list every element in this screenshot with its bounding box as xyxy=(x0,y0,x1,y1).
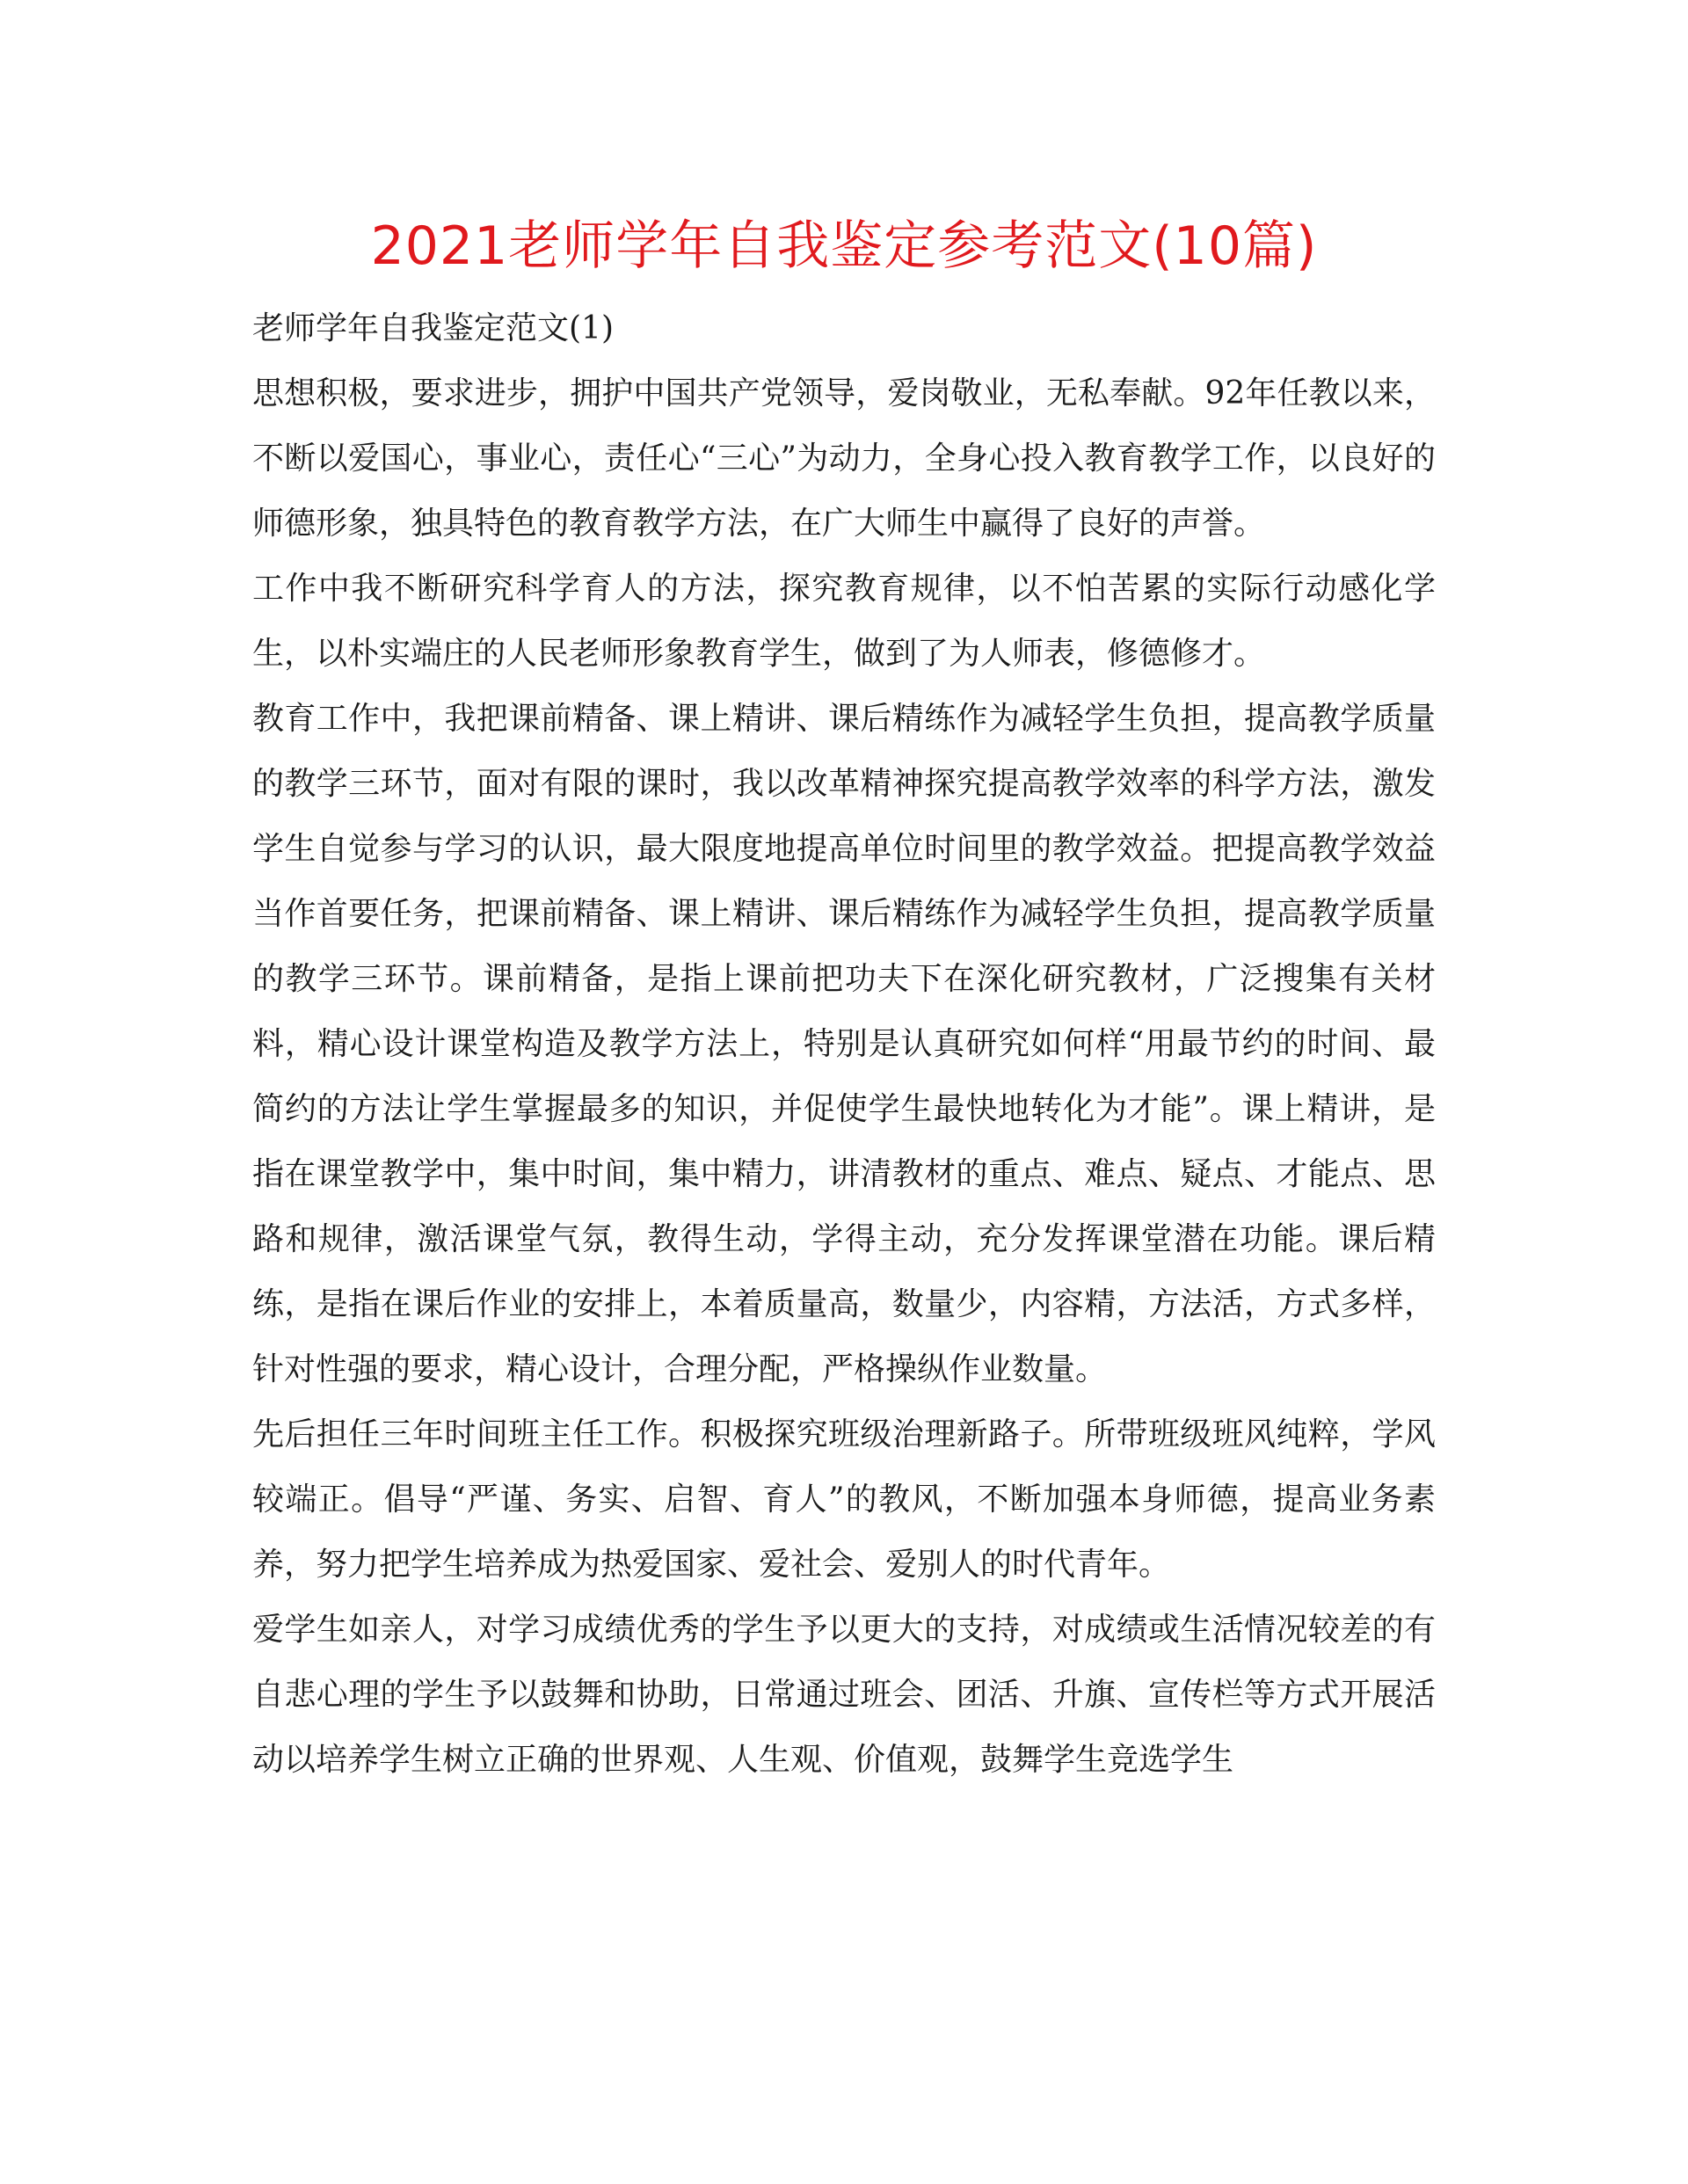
paragraph: 爱学生如亲人，对学习成绩优秀的学生予以更大的支持，对成绩或生活情况较差的有自悲心理的学生予以鼓舞和协助，日常通过班会、团活、升旗、宣传栏等方式开展活动以培养学生树立正确的世界观、人生观、价值观，鼓舞学生竞选学生 xyxy=(252,1612,1436,1778)
section-heading: 老师学年自我鉴定范文(1) xyxy=(252,310,614,346)
paragraph: 先后担任三年时间班主任工作。积极探究班级治理新路子。所带班级班风纯粹，学风较端正。倡导“严谨、务实、启智、育人”的教风，不断加强本身师德，提高业务素养，努力把学生培养成为热爱国家、爱社会、爱别人的时代青年。 xyxy=(252,1416,1436,1583)
paragraph: 工作中我不断研究科学育人的方法，探究教育规律，以不怕苦累的实际行动感化学生，以朴实端庄的人民老师形象教育学生，做到了为人师表，修德修才。 xyxy=(252,571,1436,672)
paragraph: 思想积极，要求进步，拥护中国共产党领导，爱岗敬业，无私奉献。92年任教以来，不断以爱国心，事业心，责任心“三心”为动力，全身心投入教育教学工作，以良好的师德形象，独具特色的教育教学方法，在广大师生中赢得了良好的声誉。 xyxy=(252,375,1436,542)
document-title: 2021老师学年自我鉴定参考范文(10篇) xyxy=(370,215,1318,277)
paragraph: 教育工作中，我把课前精备、课上精讲、课后精练作为减轻学生负担，提高教学质量的教学三环节，面对有限的课时，我以改革精神探究提高教学效率的科学方法，激发学生自觉参与学习的认识，最大限度地提高单位时间里的教学效益。把提高教学效益当作首要任务，把课前精备、课上精讲、课后精练作为减轻学生负担，提高教学质量的教学三环节。课前精备，是指上课前把功夫下在深化研究教材，广泛搜集有关材料，精心设计课堂构造及教学方法上，特别是认真研究如何样“用最节约的时间、最简约的方法让学生掌握最多的知识，并促使学生最快地转化为才能”。课上精讲，是指在课堂教学中，集中时间，集中精力，讲清教材的重点、难点、疑点、才能点、思路和规律，激活课堂气氛，教得生动，学得主动，充分发挥课堂潜在功能。课后精练，是指在课后作业的安排上，本着质量高，数量少，内容精，方法活，方式多样，针对性强的要求，精心设计，合理分配，严格操纵作业数量。 xyxy=(252,701,1436,1387)
document-body xyxy=(252,296,1436,1793)
